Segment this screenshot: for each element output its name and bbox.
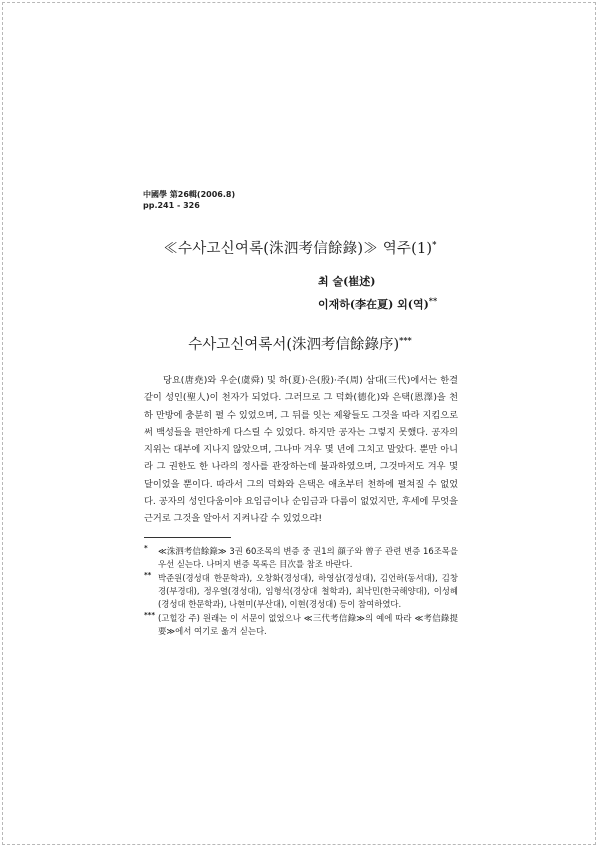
footnotes xyxy=(144,545,458,639)
footnote-mark: ** xyxy=(144,571,152,579)
author-translators xyxy=(318,293,437,316)
footnote-mark: *** xyxy=(144,611,155,619)
footnote-text: ≪洙泗考信餘錄≫ 3권 60조목의 변증 중 권1의 顔子와 曾子 관련 변증 16조목을 우선 싣는다. 나머지 변증 목록은 目次를 참조 바란다. xyxy=(158,546,458,569)
footnote-item xyxy=(144,572,458,611)
title-footnote-mark: * xyxy=(432,239,437,250)
footnote-mark: * xyxy=(144,544,148,552)
journal-pages: pp.241 - 326 xyxy=(143,201,200,210)
footnote-item xyxy=(144,545,458,571)
author-block xyxy=(318,270,437,316)
page-title-text: ≪수사고신여록(洙泗考信餘錄)≫ 역주(1) xyxy=(163,241,433,257)
section-title-text: 수사고신여록서(洙泗考信餘錄序) xyxy=(188,337,400,353)
section-footnote-mark: *** xyxy=(399,335,412,346)
author-primary: 최 술(崔述) xyxy=(318,275,376,288)
footnote-text: 박준원(경성대 한문학과), 오창화(경성대), 하영삼(경성대), 김언하(동서대), 김창경(부경대), 정우열(경성대), 임형석(경상대 철학과), 최낙민(한국해양대), 이성혜(경성대 한문학과), 나현미(부산대), 이현(경성대) 등이 참여하였다. xyxy=(158,573,458,609)
journal-volume: 中國學 第26輯(2006.8) xyxy=(143,190,236,199)
body-paragraph: 당요(唐堯)와 우순(虞舜) 및 하(夏)·은(殷)·주(周) 삼대(三代)에서는 한결같이 성인(聖人)이 천자가 되었다. 그러므로 그 덕화(德化)와 은택(恩澤)을 천하 만방에 충분히 펼 수 있었으며, 그 뒤를 잇는 제왕들도 그것을 따라 지킴으로써 백성들을 편안하게 다스릴 수 있었다. 하지만 공자는 그렇지 못했다. 공자의 지위는 대부에 지나지 않았으며, 그나마 겨우 몇 년에 그치고 말았다. 뿐만 아니라 그 권한도 한 나라의 정사를 관장하는데 불과하였으며, 그것마저도 겨우 몇 달이었을 뿐이다. 따라서 그의 덕화와 은택은 애초부터 천하에 펼쳐질 수 없었다. 공자의 성인다움이야 요임금이나 순임금과 다름이 없었지만, 후세에 무엇을 근거로 그것을 알아서 지켜나갈 수 있었으랴! xyxy=(144,375,458,525)
page-title xyxy=(0,237,600,258)
section-title xyxy=(0,333,600,354)
journal-info xyxy=(143,189,235,211)
footnote-item xyxy=(144,612,458,638)
footnote-divider xyxy=(144,537,231,538)
footnote-text: (고힐강 주) 원래는 이 서문이 없었으나 ≪三代考信錄≫의 예에 따라 ≪考信錄提要≫에서 여기로 옮겨 싣는다. xyxy=(158,613,458,636)
author-translators-text: 이재하(李在夏) 외(역) xyxy=(318,298,429,311)
translator-footnote-mark: ** xyxy=(428,295,438,306)
